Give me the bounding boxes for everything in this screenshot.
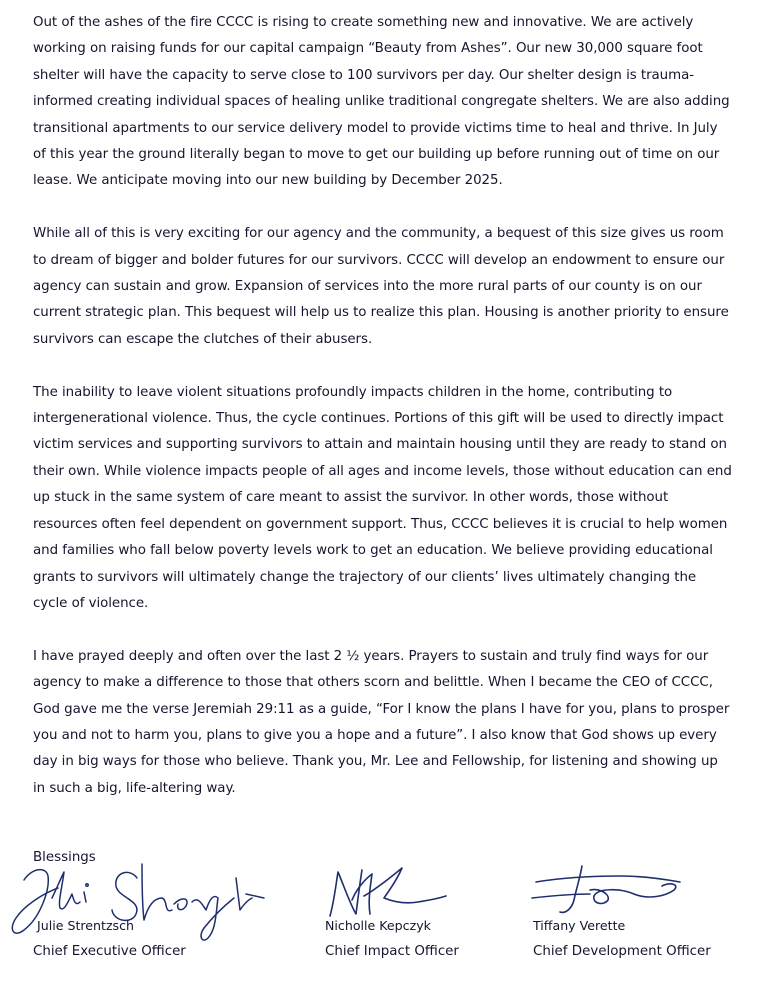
- signer-title-development: Chief Development Officer: [533, 944, 711, 959]
- paragraph-bequest-plans: While all of this is very exciting for our agency and the community, a bequest of this size gives us room to dream of bigger and bolder futures for our survivors. CCCC will develop an endowment to ensure our agency can sustain and grow. Expansion of services into the more rural parts of our county is on our current strategic plan. This bequest will help us to realize this plan. Housing is another priority to ensure survivors can escape the clutches of their abusers.: [33, 226, 729, 347]
- signer-name-impact: Nicholle Kepczyk: [325, 918, 431, 933]
- paragraph-capital-campaign: Out of the ashes of the fire CCCC is rising to create something new and innovative. We are actively working on raising funds for our capital campaign “Beauty from Ashes”. Our new 30,000 square foot shelter will have the capacity to serve close to 100 survivors per day. Our shelter design is trauma-informed creating individual spaces of healing unlike traditional congregate shelters. We are also adding transitional apartments to our service delivery model to provide victims time to heal and thrive. In July of this year the ground literally began to move to get our building up before running out of time on our lease. We anticipate moving into our new building by December 2025.: [33, 15, 730, 189]
- signer-name-development: Tiffany Verette: [533, 918, 626, 933]
- closing-salutation: Blessings: [33, 850, 96, 865]
- letter-body: [33, 10, 733, 829]
- paragraph-cycle-of-violence: The inability to leave violent situations profoundly impacts children in the home, contributing to intergenerational violence. Thus, the cycle continues. Portions of this gift will be used to directly impact victim services and supporting survivors to attain and maintain housing until they are ready to stand on their own. While violence impacts people of all ages and income levels, those without education can end up stuck in the same system of care meant to assist the survivor. In other words, those without resources often feel dependent on government support. Thus, CCCC believes it is crucial to help women and families who fall below poverty levels work to get an education. We believe providing educational grants to survivors will ultimately change the trajectory of our clients’ lives ultimately changing the cycle of violence.: [33, 384, 732, 611]
- paragraph-gratitude: I have prayed deeply and often over the last 2 ½ years. Prayers to sustain and truly find ways for our agency to make a difference to those that others scorn and belittle. When I became the CEO of CCCC, God gave me the verse Jeremiah 29:11 as a guide, “For I know the plans I have for you, plans to prosper you and not to harm you, plans to give you a hope and a future”. I also know that God shows up every day in big ways for those who believe. Thank you, Mr. Lee and Fellowship, for listening and showing up in such a big, life-altering way.: [33, 648, 730, 796]
- signer-name-ceo: Julie Strentzsch: [37, 918, 135, 933]
- signer-title-ceo: Chief Executive Officer: [33, 944, 186, 959]
- signer-title-impact: Chief Impact Officer: [325, 944, 459, 959]
- signature-ceo: [2, 858, 272, 948]
- signature-development: [530, 860, 690, 920]
